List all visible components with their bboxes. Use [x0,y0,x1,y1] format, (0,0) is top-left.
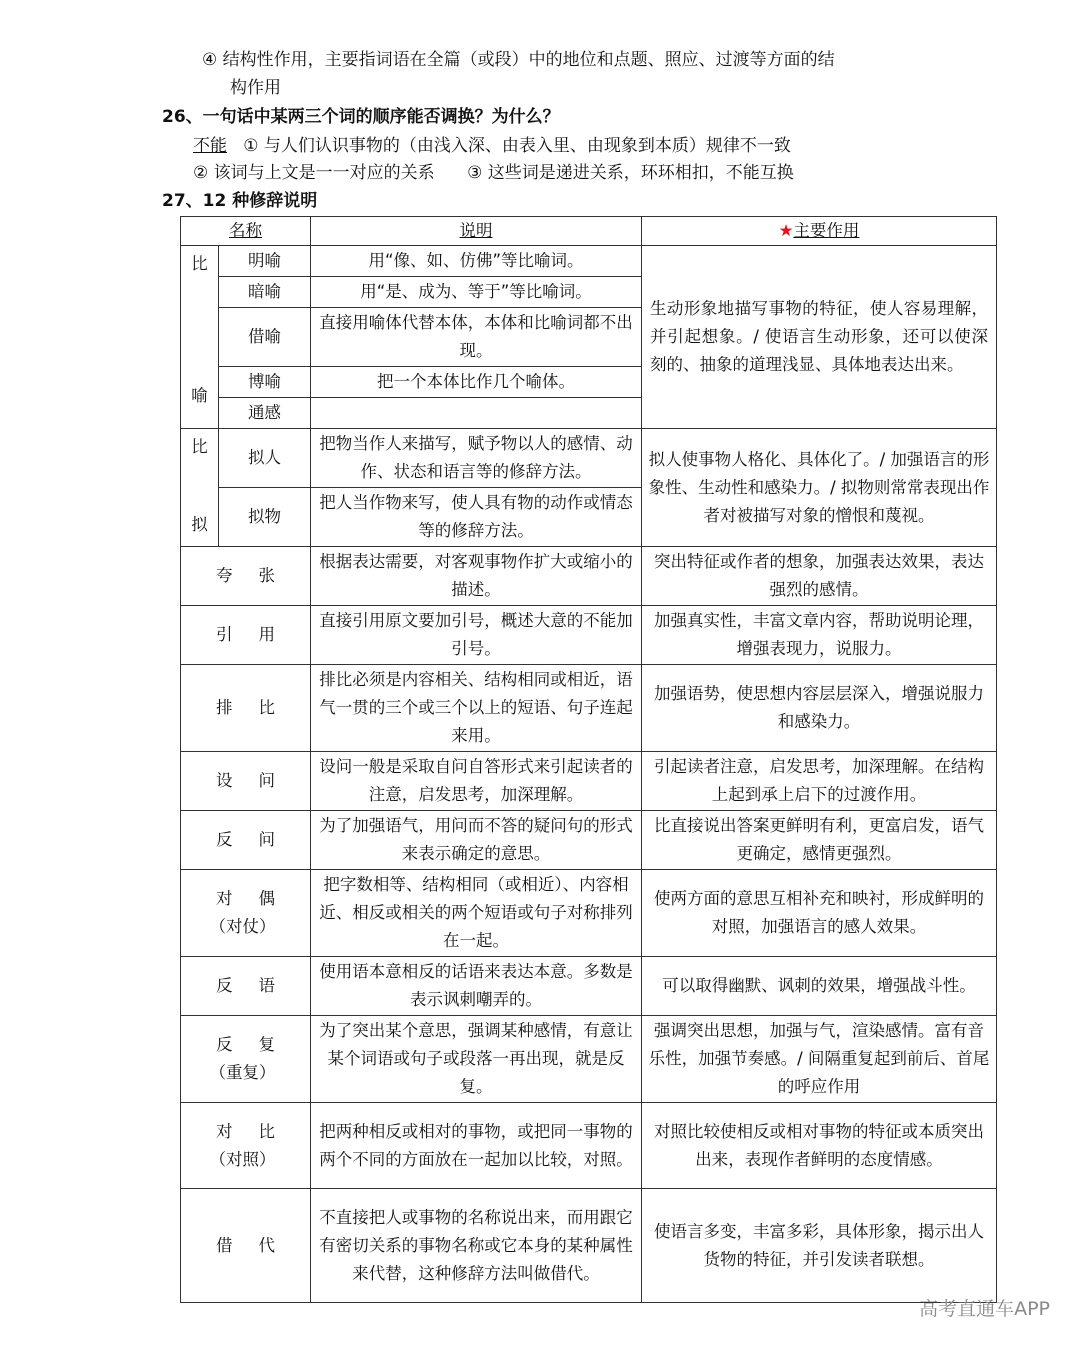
rhetoric-effect: 可以取得幽默、讽刺的效果，增强战斗性。 [642,957,997,1016]
rhetoric-name-cell [181,870,311,957]
rhetoric-desc: 直接引用原文要加引号，概述大意的不能加引号。 [311,606,642,665]
category-personify: 比 拟 [181,429,219,547]
rhetoric-name: 反复 [216,1035,301,1054]
rhetoric-name: 对偶 [216,889,301,908]
q26-reason-2: ② 该词与上文是一一对应的关系 [193,163,435,183]
personify-effect: 拟人使事物人格化、具体化了。/ 加强语言的形象性、生动性和感染力。/ 拟物则常常表现出作者对被描写对象的憎恨和蔑视。 [642,429,997,547]
rhetoric-effect: 使两方面的意思互相补充和映衬，形成鲜明的对照，加强语言的感人效果。 [642,870,997,957]
q27-title: 27、12 种修辞说明 [162,191,318,211]
rhetoric-desc: 用“像、如、仿佛”等比喻词。 [311,246,642,277]
rhetoric-name: 明喻 [219,246,311,277]
header-effect: ★主要作用 [642,217,997,246]
q26-reason-3: ③ 这些词是递进关系，环环相扣，不能互换 [467,163,794,183]
metaphor-effect: 生动形象地描写事物的特征，使人容易理解，并引起想象。/ 使语言生动形象，还可以使深刻的、抽象的道理浅显、具体地表达出来。 [642,246,997,429]
rhetoric-effect: 加强真实性，丰富文章内容，帮助说明论理，增强表现力，说服力。 [642,606,997,665]
rhetoric-name: 反语 [181,957,311,1016]
rhetoric-name: 夸张 [181,547,311,606]
rhetoric-effect: 比直接说出答案更鲜明有利，更富启发，语气更确定，感情更强烈。 [642,811,997,870]
rhetoric-name: 引用 [181,606,311,665]
rhetoric-desc: 把一个本体比作几个喻体。 [311,367,642,398]
rhetoric-desc: 把物当作人来描写，赋予物以人的感情、动作、状态和语言等的修辞方法。 [311,429,642,488]
rhetoric-name: 博喻 [219,367,311,398]
rhetoric-alias: （对照） [209,1149,276,1169]
item4-line1: ④ 结构性作用，主要指词语在全篇（或段）中的地位和点题、照应、过渡等方面的结 [202,50,835,70]
rhetoric-effect: 引起读者注意，启发思考，加深理解。在结构上起到承上启下的过渡作用。 [642,752,997,811]
rhetoric-name-cell [181,1016,311,1103]
q26-reason-1: ① 与人们认识事物的（由浅入深、由表入里、由现象到本质）规律不一致 [243,136,791,156]
q26-reasons [193,159,794,187]
rhetoric-name: 拟物 [219,488,311,547]
rhetoric-desc: 用“是、成为、等于”等比喻词。 [311,277,642,308]
rhetoric-effect: 突出特征或作者的想象，加强表达效果，表达强烈的感情。 [642,547,997,606]
rhetoric-desc: 为了突出某个意思，强调某种感情，有意让某个词语或句子或段落一再出现，就是反复。 [311,1016,642,1103]
q26-answer [193,132,791,160]
rhetoric-name: 暗喻 [219,277,311,308]
rhetoric-effect: 使语言多变，丰富多彩，具体形象，揭示出人货物的特征，并引发读者联想。 [642,1189,997,1303]
rhetoric-desc [311,398,642,429]
star-icon: ★ [778,221,794,240]
item4-line2: 构作用 [230,78,281,98]
rhetoric-effect: 加强语势，使思想内容层层深入，增强说服力和感染力。 [642,665,997,752]
rhetoric-name-cell [181,1103,311,1189]
rhetoric-name: 反问 [181,811,311,870]
rhetoric-name: 设问 [181,752,311,811]
rhetoric-name: 通感 [219,398,311,429]
rhetoric-desc: 把人当作物来写，使人具有物的动作或情态等的修辞方法。 [311,488,642,547]
header-name: 名称 [181,217,311,246]
rhetoric-desc: 使用语本意相反的话语来表达本意。多数是表示讽刺嘲弄的。 [311,957,642,1016]
rhetoric-effect: 强调突出思想，加强与气，渲染感情。富有音乐性，加强节奏感。/ 间隔重复起到前后、首尾的呼应作用 [642,1016,997,1103]
rhetoric-name: 对比 [216,1121,301,1141]
rhetoric-desc: 把字数相等、结构相同（或相近）、内容相近、相反或相关的两个短语或句子对称排列在一起。 [311,870,642,957]
rhetoric-alias: （重复） [209,1063,276,1082]
header-desc: 说明 [311,217,642,246]
category-metaphor: 比 喻 [181,246,219,429]
watermark: 高考直通车APP [919,1298,1050,1320]
rhetoric-desc: 设问一般是采取自问自答形式来引起读者的注意，启发思考，加深理解。 [311,752,642,811]
rhetoric-name: 借喻 [219,308,311,367]
rhetoric-name: 排比 [181,665,311,752]
rhetoric-effect: 对照比较使相反或相对事物的特征或本质突出出来，表现作者鲜明的态度情感。 [642,1103,997,1189]
rhetoric-desc: 不直接把人或事物的名称说出来，而用跟它有密切关系的事物名称或它本身的某种属性来代替，这种修辞方法叫做借代。 [311,1189,642,1303]
rhetoric-desc: 排比必须是内容相关、结构相同或相近，语气一贯的三个或三个以上的短语、句子连起来用。 [311,665,642,752]
rhetoric-alias: （对仗） [209,917,276,936]
rhetoric-desc: 把两种相反或相对的事物，或把同一事物的两个不同的方面放在一起加以比较，对照。 [311,1103,642,1189]
q26-answer-label: 不能 [193,136,227,156]
rhetoric-desc: 直接用喻体代替本体，本体和比喻词都不出现。 [311,308,642,367]
rhetoric-name: 借代 [181,1189,311,1303]
rhetoric-desc: 为了加强语气，用问而不答的疑问句的形式来表示确定的意思。 [311,811,642,870]
q26-title: 26、一句话中某两三个词的顺序能否调换？为什么？ [162,107,560,127]
rhetoric-desc: 根据表达需要，对客观事物作扩大或缩小的描述。 [311,547,642,606]
rhetoric-name: 拟人 [219,429,311,488]
rhetoric-table [180,216,997,1303]
